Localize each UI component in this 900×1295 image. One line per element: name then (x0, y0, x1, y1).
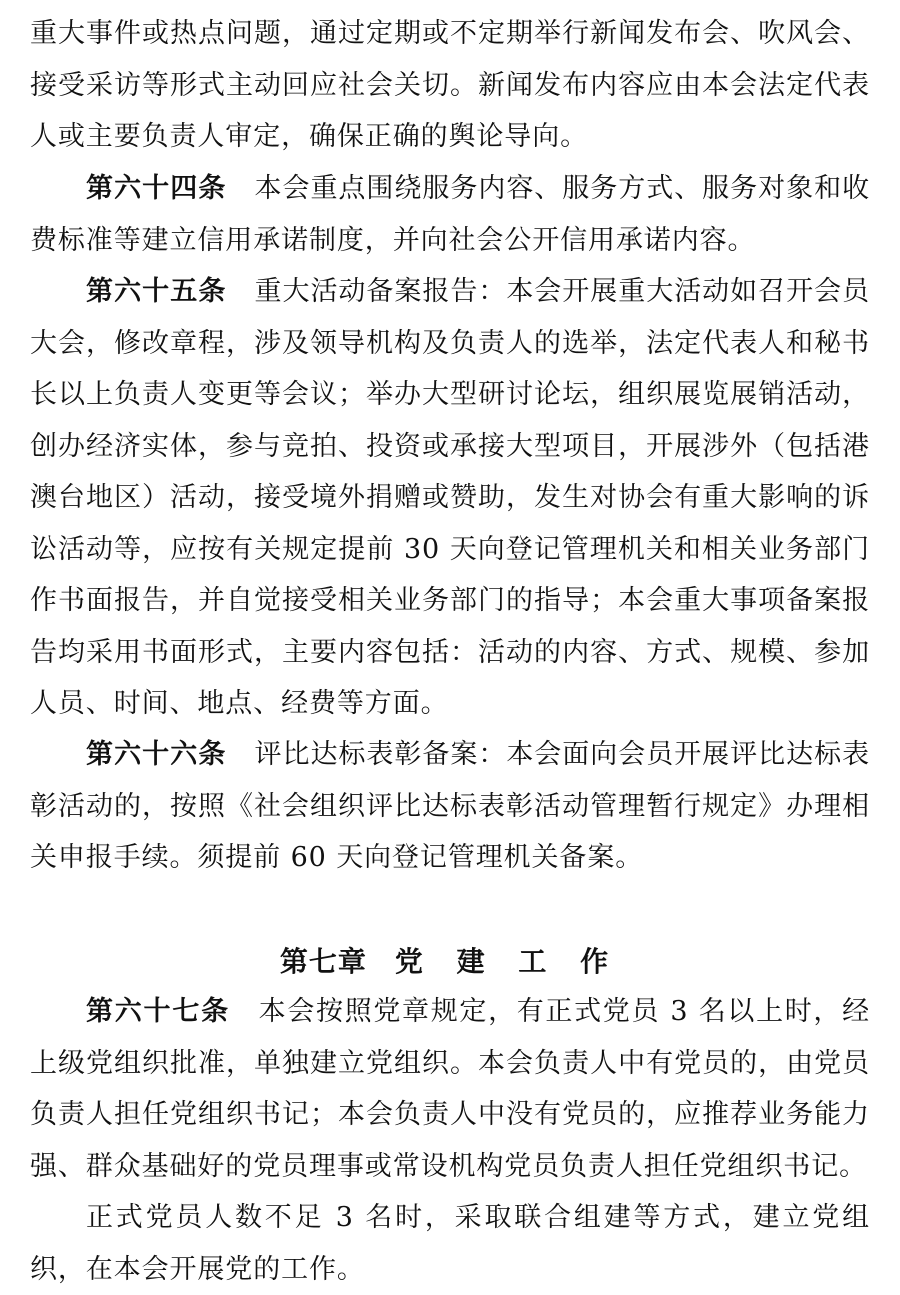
article-64-text: 本会重点围绕服务内容、服务方式、服务对象和收费标准等建立信用承诺制度，并向社会公开信用承诺内容。 (30, 173, 870, 256)
article-66-label: 第六十六条 (86, 739, 227, 770)
article-67 (30, 986, 870, 1192)
article-65-label: 第六十五条 (86, 276, 227, 307)
chapter-heading (0, 940, 900, 980)
article-64-label: 第六十四条 (86, 173, 227, 204)
article-65 (30, 266, 870, 730)
article-65-text: 重大活动备案报告：本会开展重大活动如召开会员大会，修改章程，涉及领导机构及负责人的选举，法定代表人和秘书长以上负责人变更等会议；举办大型研讨论坛，组织展览展销活动，创办经济实体，参与竞拍、投资或承接大型项目，开展涉外（包括港澳台地区）活动，接受境外捐赠或赞助，发生对协会有重大影响的诉讼活动等，应按有关规定提前 30 天向登记管理机关和相关业务部门作书面报告，并自觉接受相关业务部门的指导；本会重大事项备案报告均采用书面形式，主要内容包括：活动的内容、方式、规模、参加人员、时间、地点、经费等方面。 (30, 276, 870, 719)
chapter-number: 第七章 (279, 945, 367, 978)
article-67-text: 本会按照党章规定，有正式党员 3 名以上时，经上级党组织批准，单独建立党组织。本会负责人中有党员的，由党员负责人担任党组织书记；本会负责人中没有党员的，应推荐业务能力强、群众基础好的党员理事或常设机构党员负责人担任党组织书记。 (30, 996, 871, 1182)
article-64 (30, 163, 870, 266)
paragraph-continued: 重大事件或热点问题，通过定期或不定期举行新闻发布会、吹风会、接受采访等形式主动回应社会关切。新闻发布内容应由本会法定代表人或主要负责人审定，确保正确的舆论导向。 (30, 18, 870, 152)
article-67-label: 第六十七条 (86, 996, 230, 1027)
article-66 (30, 729, 870, 884)
article-66-text: 评比达标表彰备案：本会面向会员开展评比达标表彰活动的，按照《社会组织评比达标表彰活动管理暂行规定》办理相关申报手续。须提前 60 天向登记管理机关备案。 (30, 739, 870, 873)
paragraph-party-members: 正式党员人数不足 3 名时，采取联合组建等方式，建立党组织，在本会开展党的工作。 (30, 1202, 870, 1285)
chapter-title: 党 建 工 作 (394, 945, 621, 978)
